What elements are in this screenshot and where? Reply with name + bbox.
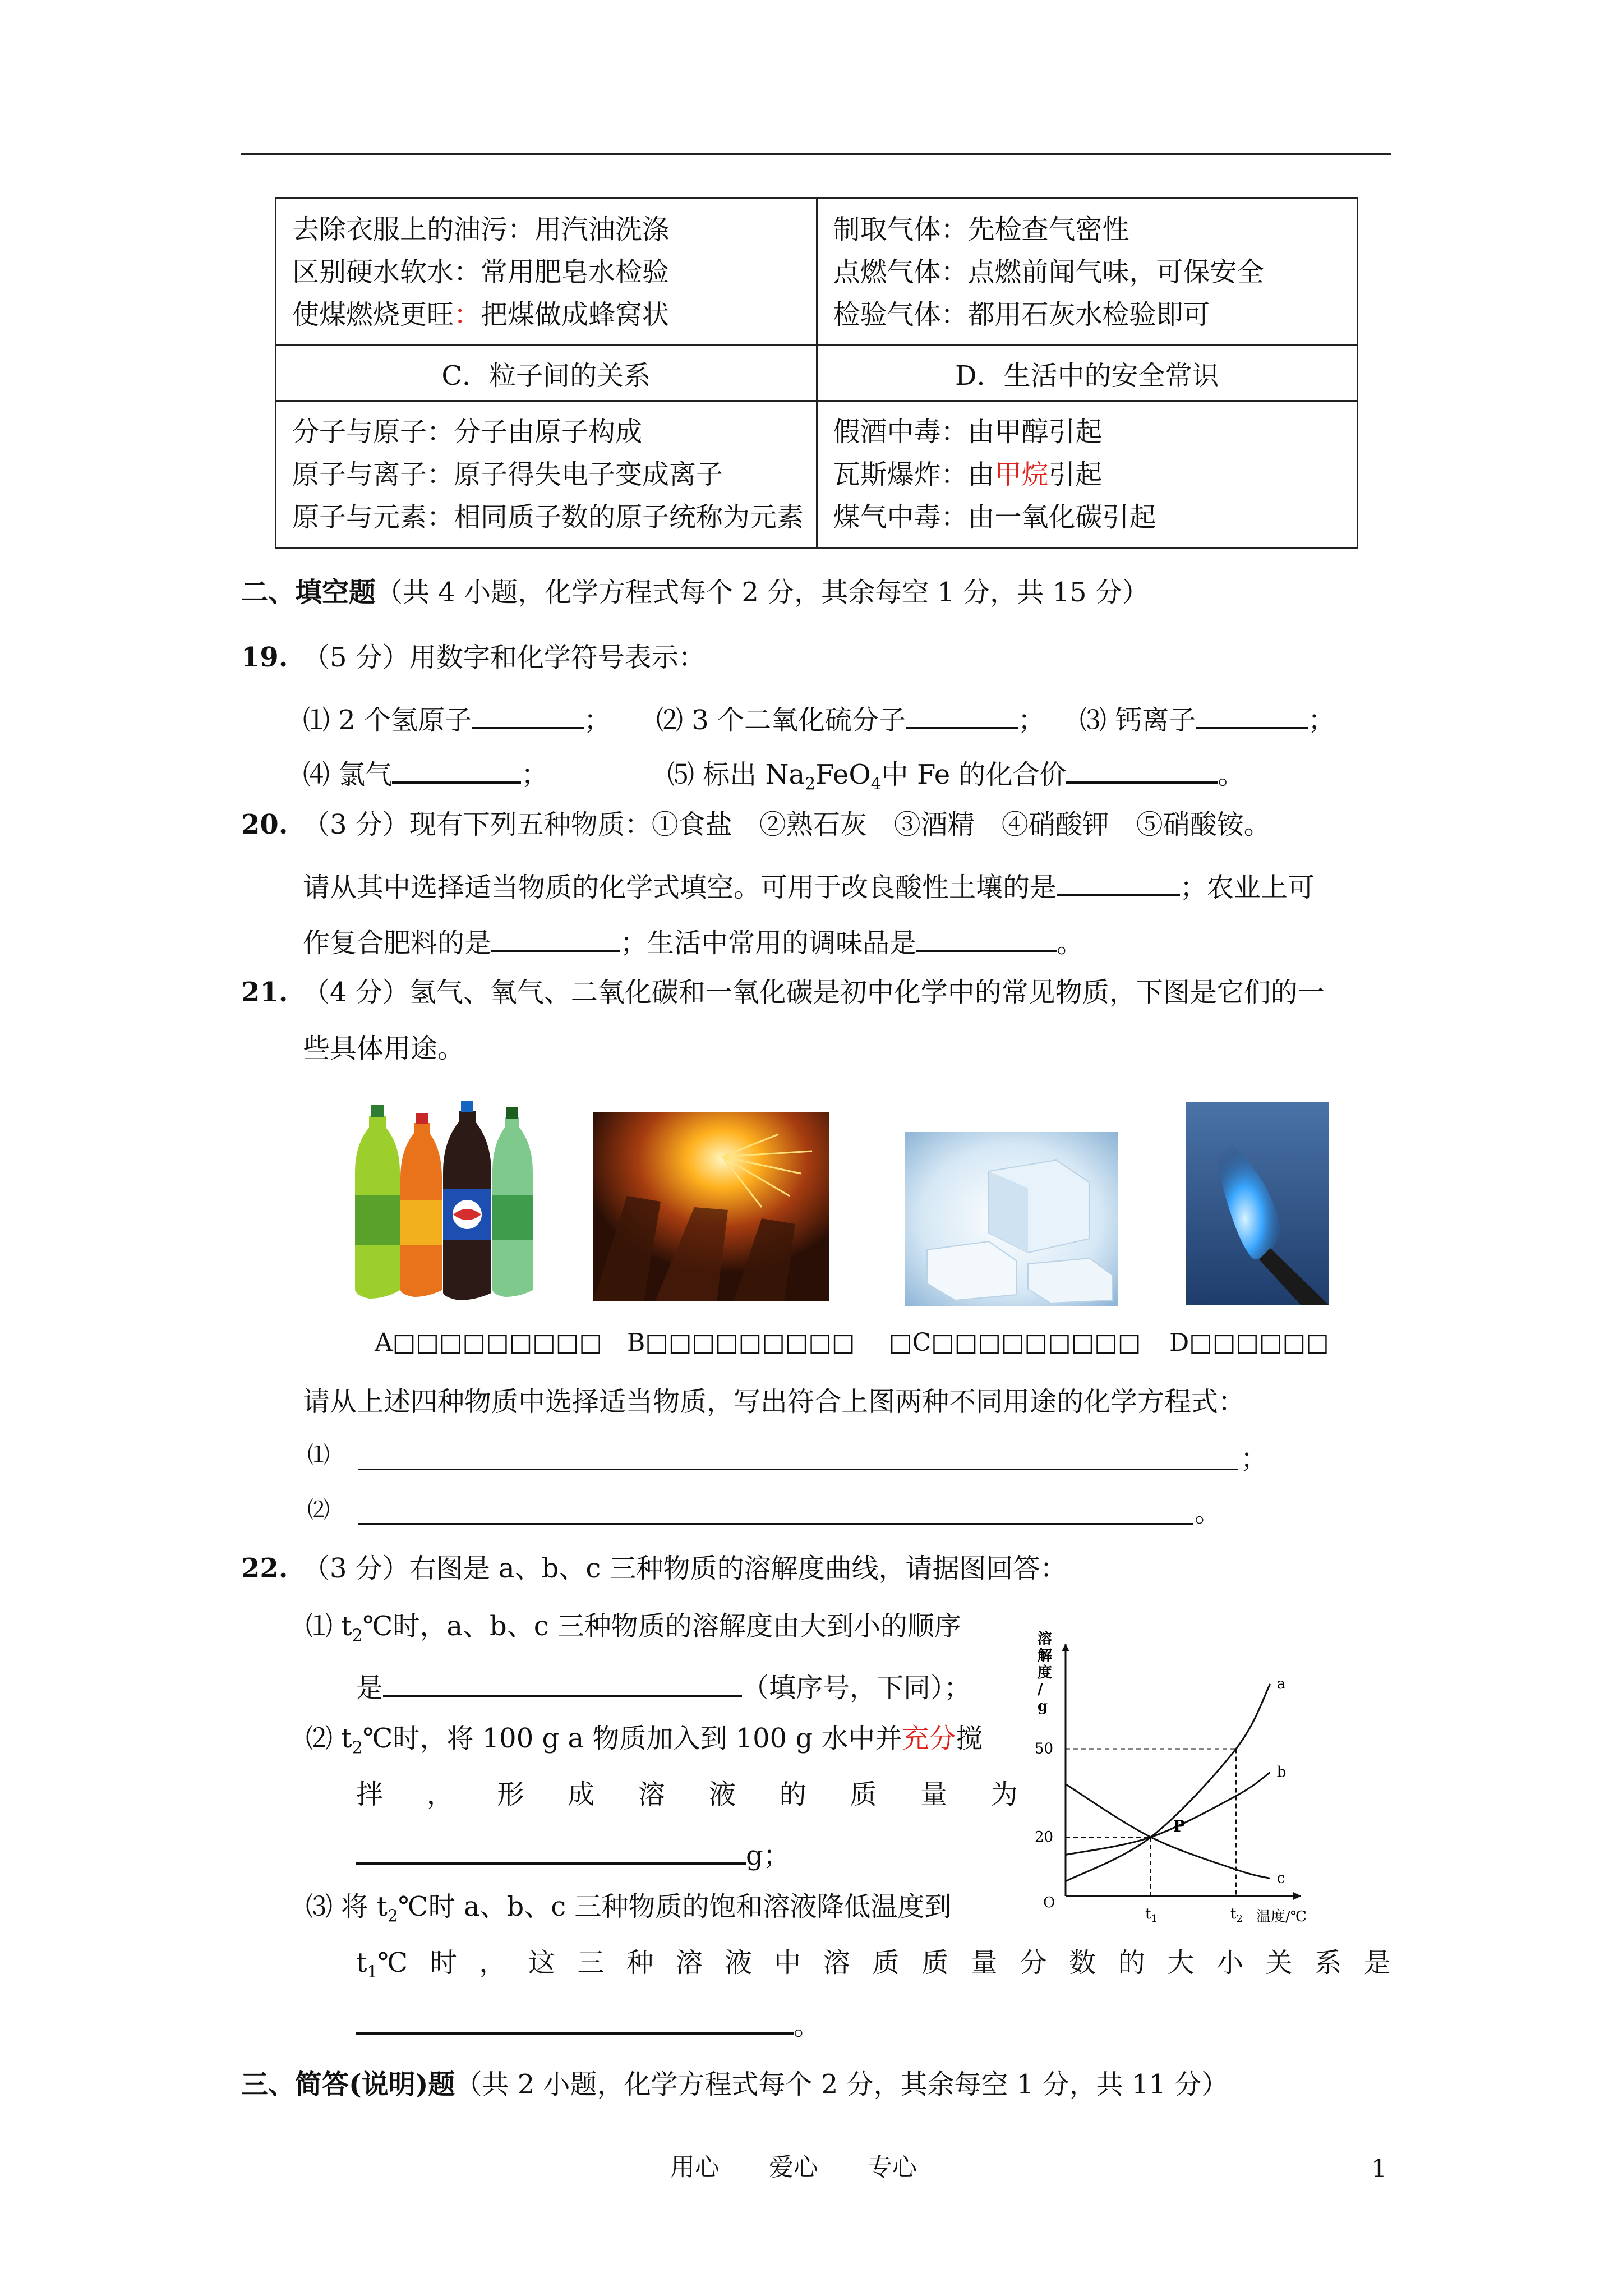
table-line: 点燃气体：点燃前闻气味，可保安全 xyxy=(833,256,1264,288)
q20-line1: （3 分）现有下列五种物质：①食盐 ②熟石灰 ③酒精 ④硝酸钾 ⑤硝酸铵。 xyxy=(303,809,1271,840)
y-axis-label-char: g xyxy=(1038,1698,1048,1715)
table-cell-row1-right xyxy=(817,199,1358,346)
solubility-curve-b xyxy=(1066,1773,1270,1855)
table-header-c: C．粒子间的关系 xyxy=(276,346,817,401)
table-cell-row1-left xyxy=(276,199,817,346)
table-line: 煤气中毒：由一氧化碳引起 xyxy=(833,501,1156,533)
q19-part2: ⑵ 3 个二氧化硫分子 ； xyxy=(656,700,1045,734)
answer-blank[interactable] xyxy=(356,1835,746,1865)
q20-line2: 请从其中选择适当物质的化学式填空。可用于改良酸性土壤的是 ；农业上可 xyxy=(303,867,1315,901)
q22-part1-line2: 是 （填序号，下同）； xyxy=(356,1668,971,1701)
q22-part3-line3: 。 xyxy=(356,2005,820,2039)
image-caption-a: A□□□□□□□□□ xyxy=(375,1328,602,1357)
table-line: 分子与原子：分子由原子构成 xyxy=(292,416,643,448)
q22-part3-line1: ⑶ 将 $t_2℃$时 a、b、c 三种物质的饱和溶液降低温度到 xyxy=(306,1891,952,1926)
x-tick-label: $t_2$ xyxy=(1230,1906,1243,1925)
answer-blank[interactable] xyxy=(916,923,1057,952)
image-caption-d: D□□□□□□ xyxy=(1169,1328,1329,1357)
q21-number: 21. xyxy=(241,977,288,1008)
table-cell-row2-right xyxy=(817,401,1358,548)
answer-blank[interactable] xyxy=(392,754,521,784)
q21-answer2-label: ⑵ xyxy=(307,1497,330,1523)
table-line: 区别硬水软水：常用肥皂水检验 xyxy=(292,256,670,288)
q19-stem: （5 分）用数字和化学符号表示： xyxy=(303,642,706,673)
answer-blank[interactable] xyxy=(1066,754,1218,784)
q21-answer1-label: ⑴ xyxy=(307,1442,330,1468)
table-line: 假酒中毒：由甲醇引起 xyxy=(833,416,1103,448)
table-line: 原子与离子：原子得失电子变成离子 xyxy=(292,458,723,490)
q19-part3: ⑶ 钙离子 ； xyxy=(1080,700,1335,734)
answer-line-2[interactable] xyxy=(358,1523,1193,1525)
table-line: 去除衣服上的油污：用汽油洗涤 xyxy=(292,213,670,245)
footer-slogan: 用心 爱心 专心 xyxy=(670,2153,917,2182)
dry-ice-image xyxy=(905,1132,1118,1306)
answer-line-1[interactable] xyxy=(358,1469,1238,1470)
q22-stem: （3 分）右图是 a、b、c 三种物质的溶解度曲线，请据图回答： xyxy=(303,1553,1067,1584)
q22-part2-line2: 拌 ， 形 成 溶 液 的 质 量 为 xyxy=(356,1779,1018,1810)
table-cell-row2-left xyxy=(276,401,817,548)
image-caption-c: □C□□□□□□□□□ xyxy=(889,1328,1141,1357)
image-caption-b: B□□□□□□□□□ xyxy=(627,1328,855,1357)
q21-answer2-end: 。 xyxy=(1195,1497,1222,1528)
page-number: 1 xyxy=(1371,2155,1387,2183)
curve-label-a: a xyxy=(1276,1676,1286,1692)
y-tick-label: 50 xyxy=(1035,1740,1054,1757)
x-tick-label: $t_1$ xyxy=(1145,1906,1158,1925)
q22-part2-line3: g； xyxy=(356,1835,790,1869)
soda-bottles-image xyxy=(352,1094,537,1301)
answer-table xyxy=(275,197,1358,549)
solubility-curve-a xyxy=(1066,1684,1270,1881)
q22-part2-line1: ⑵ $t_2℃$时，将 100 g a 物质加入到 100 g 水中并充分搅 xyxy=(306,1723,983,1758)
table-line: 制取气体：先检查气密性 xyxy=(833,213,1129,245)
header-rule xyxy=(241,153,1391,155)
table-line: 原子与元素：相同质子数的原子统称为元素 xyxy=(292,501,804,533)
answer-blank[interactable] xyxy=(491,923,620,952)
y-axis-label-char: 度 xyxy=(1038,1664,1053,1681)
welding-sparks-image xyxy=(593,1112,829,1301)
q19-part1: ⑴ 2 个氢原子 ； xyxy=(303,700,611,734)
y-axis-label-char: 解 xyxy=(1038,1648,1053,1664)
q22-part1-line1: ⑴ $t_2℃$时，a、b、c 三种物质的溶解度由大到小的顺序 xyxy=(306,1611,961,1646)
q21-line3: 请从上述四种物质中选择适当物质，写出符合上图两种不同用途的化学方程式： xyxy=(303,1386,1246,1418)
x-axis-label: 温度/℃ xyxy=(1256,1908,1307,1925)
curve-label-b: b xyxy=(1276,1764,1287,1781)
q20-number: 20. xyxy=(241,809,288,840)
y-axis-label-char: / xyxy=(1038,1681,1043,1698)
y-axis-arrow xyxy=(1062,1644,1069,1651)
table-line: 瓦斯爆炸：由甲烷引起 xyxy=(833,458,1103,490)
q22-number: 22. xyxy=(241,1553,288,1584)
answer-blank[interactable] xyxy=(356,2005,794,2035)
answer-blank[interactable] xyxy=(472,700,584,729)
answer-blank[interactable] xyxy=(1196,700,1308,729)
q21-line2: 些具体用途。 xyxy=(303,1033,465,1064)
intersection-label: P xyxy=(1173,1817,1186,1835)
y-axis-label-char: 溶 xyxy=(1038,1631,1053,1648)
q19-part5: ⑸ 标出 $Na_2FeO_4$中 Fe 的化合价 。 xyxy=(667,754,1244,793)
q20-line3: 作复合肥料的是 ；生活中常用的调味品是 。 xyxy=(303,923,1083,956)
section3-heading: 三、简答(说明)题（共 2 小题，化学方程式每个 2 分，其余每空 1 分，共 11 分） xyxy=(241,2069,1229,2100)
table-line: 使煤燃烧更旺：把煤做成蜂窝状 xyxy=(292,298,670,330)
gas-flame-image xyxy=(1186,1102,1329,1305)
x-axis-arrow xyxy=(1293,1892,1301,1900)
table-header-d: D．生活中的安全常识 xyxy=(817,346,1358,401)
answer-blank[interactable] xyxy=(906,700,1018,729)
curve-label-c: c xyxy=(1276,1870,1285,1887)
answer-blank[interactable] xyxy=(1057,867,1180,896)
q21-answer1-end: ； xyxy=(1241,1443,1268,1474)
origin-label: O xyxy=(1043,1894,1055,1911)
table-line: 检验气体：都用石灰水检验即可 xyxy=(833,298,1210,330)
q19-number: 19. xyxy=(241,642,288,673)
section2-heading: 二、填空题（共 4 小题，化学方程式每个 2 分，其余每空 1 分，共 15 分） xyxy=(241,577,1149,608)
answer-blank[interactable] xyxy=(383,1668,742,1697)
q21-line1: （4 分）氢气、氧气、二氧化碳和一氧化碳是初中化学中的常见物质，下图是它们的一 xyxy=(303,977,1325,1008)
q19-part4: ⑷ 氯气 ； xyxy=(303,754,548,788)
solubility-chart xyxy=(1026,1627,1318,1930)
q22-part3-line2: $t_1℃$ 时 ， 这 三 种 溶 液 中 溶 质 质 量 分 数 的 大 小 关 系 是 xyxy=(356,1947,1391,1982)
y-tick-label: 20 xyxy=(1035,1829,1054,1846)
